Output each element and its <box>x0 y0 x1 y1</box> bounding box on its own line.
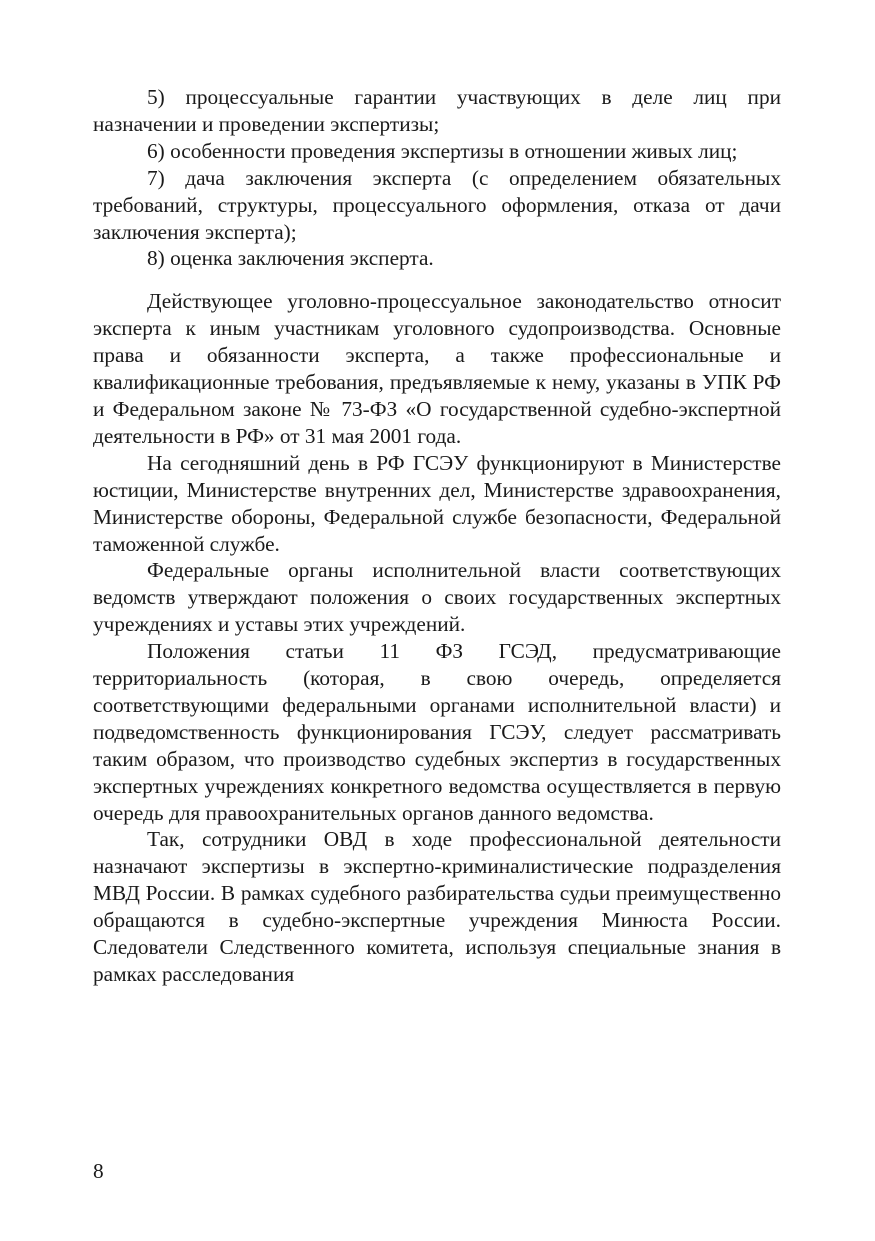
paragraph-spacer <box>93 272 781 288</box>
list-item-8: 8) оценка заключения эксперта. <box>147 246 434 271</box>
paragraph-gseu-ministries: На сегодняшний день в РФ ГСЭУ функционируют в Министерстве юстиции, Министерстве внутренних дел, Министерстве здравоохранения, Министерстве обороны, Федеральной службе безопасности, Федеральной таможенной службе. <box>93 450 781 556</box>
paragraph-article-11: Положения статьи 11 ФЗ ГСЭД, предусматривающие территориальность (которая, в свою очередь, определяется соответствующими федеральными органами исполнительной власти) и подведомственность функционирования ГСЭУ, следует рассматривать таким образом, что производство судебных экспертиз в государственных экспертных учреждениях конкретного ведомства осуществляется в первую очередь для правоохранительных органов данного ведомства. <box>93 639 781 825</box>
paragraph-legislation: Действующее уголовно-процессуальное законодательство относит эксперта к иным участникам уголовного судопроизводства. Основные права и обязанности эксперта, а также профессиональные и квалификационные требования, предъявляемые к нему, указаны в УПК РФ и Федеральном законе № 73-ФЗ «О государственной судебно-экспертной деятельности в РФ» от 31 мая 2001 года. <box>93 289 781 448</box>
paragraph-federal-bodies: Федеральные органы исполнительной власти соответствующих ведомств утверждают положения о своих государственных экспертных учреждениях и уставы этих учреждений. <box>93 558 781 637</box>
document-page <box>93 84 781 988</box>
list-item-7: 7) дача заключения эксперта (с определением обязательных требований, структуры, процессуального оформления, отказа от дачи заключения эксперта); <box>93 165 781 244</box>
paragraph-ovd-employees: Так, сотрудники ОВД в ходе профессиональной деятельности назначают экспертизы в экспертно-криминалистические подразделения МВД России. В рамках судебного разбирательства судьи преимущественно обращаются в судебно-экспертные учреждения Минюста России. Следователи Следственного комитета, используя специальные знания в рамках расследования <box>93 827 781 986</box>
page-number: 8 <box>93 1159 104 1183</box>
list-item-6: 6) особенности проведения экспертизы в отношении живых лиц; <box>147 138 738 163</box>
list-item-5: 5) процессуальные гарантии участвующих в деле лиц при назначении и проведении экспертизы; <box>93 85 781 136</box>
